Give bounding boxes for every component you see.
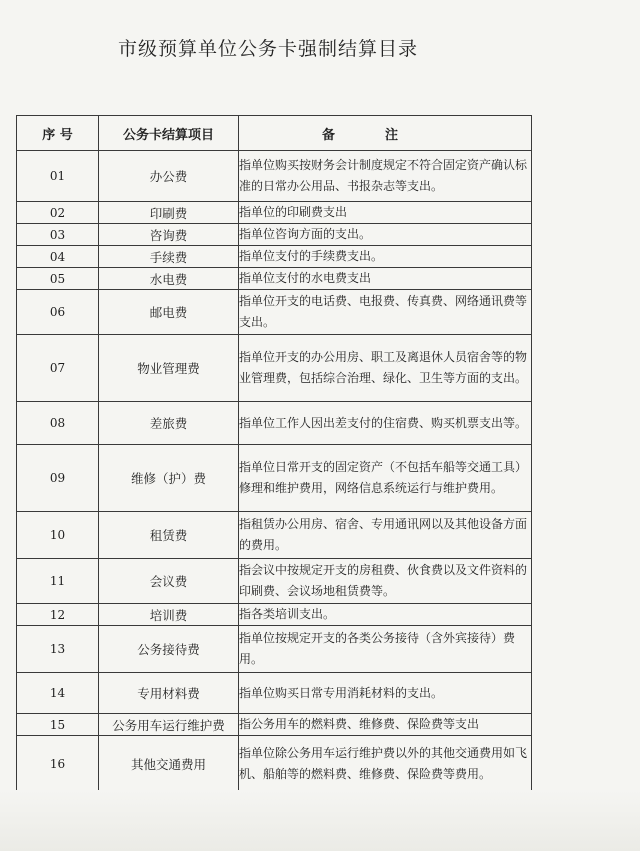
row-remark: 指单位购买日常专用消耗材料的支出。 — [239, 673, 532, 714]
table-row — [17, 224, 532, 246]
row-no: 01 — [17, 151, 99, 202]
row-no: 02 — [17, 202, 99, 224]
row-remark: 指租赁办公用房、宿舍、专用通讯网以及其他设备方面的费用。 — [239, 512, 532, 559]
row-item: 公务接待费 — [99, 626, 239, 673]
table-row — [17, 246, 532, 268]
table-row — [17, 268, 532, 290]
table-row — [17, 673, 532, 714]
scan-shadow — [0, 790, 640, 851]
row-no: 12 — [17, 604, 99, 626]
row-item: 会议费 — [99, 559, 239, 604]
row-remark: 指单位工作人因出差支付的住宿费、购买机票支出等。 — [239, 402, 532, 445]
table-row — [17, 290, 532, 335]
table-row — [17, 736, 532, 793]
row-item: 印刷费 — [99, 202, 239, 224]
header-remark: 备注 — [239, 116, 532, 151]
settlement-catalog-table — [16, 115, 532, 793]
row-no: 07 — [17, 335, 99, 402]
row-no: 10 — [17, 512, 99, 559]
row-remark: 指单位日常开支的固定资产（不包括车船等交通工具）修理和维护费用，网络信息系统运行与维护费用。 — [239, 445, 532, 512]
row-no: 06 — [17, 290, 99, 335]
row-remark: 指会议中按规定开支的房租费、伙食费以及文件资料的印刷费、会议场地租赁费等。 — [239, 559, 532, 604]
row-remark: 指单位开支的电话费、电报费、传真费、网络通讯费等支出。 — [239, 290, 532, 335]
row-item: 其他交通费用 — [99, 736, 239, 793]
table-row — [17, 512, 532, 559]
row-item: 公务用车运行维护费 — [99, 714, 239, 736]
row-no: 08 — [17, 402, 99, 445]
row-remark: 指单位按规定开支的各类公务接待（含外宾接待）费用。 — [239, 626, 532, 673]
row-remark: 指单位除公务用车运行维护费以外的其他交通费用如飞机、船舶等的燃料费、维修费、保险费等费用。 — [239, 736, 532, 793]
table-row — [17, 559, 532, 604]
row-remark: 指单位开支的办公用房、职工及离退休人员宿舍等的物业管理费，包括综合治理、绿化、卫生等方面的支出。 — [239, 335, 532, 402]
row-item: 维修（护）费 — [99, 445, 239, 512]
table-row — [17, 626, 532, 673]
row-remark: 指单位支付的水电费支出 — [239, 268, 532, 290]
table-row — [17, 151, 532, 202]
row-no: 15 — [17, 714, 99, 736]
row-remark: 指公务用车的燃料费、维修费、保险费等支出 — [239, 714, 532, 736]
row-remark: 指单位的印刷费支出 — [239, 202, 532, 224]
row-remark: 指单位支付的手续费支出。 — [239, 246, 532, 268]
row-no: 13 — [17, 626, 99, 673]
row-item: 办公费 — [99, 151, 239, 202]
row-item: 培训费 — [99, 604, 239, 626]
row-item: 差旅费 — [99, 402, 239, 445]
row-no: 16 — [17, 736, 99, 793]
document-title: 市级预算单位公务卡强制结算目录 — [118, 38, 419, 60]
row-no: 11 — [17, 559, 99, 604]
row-remark: 指单位咨询方面的支出。 — [239, 224, 532, 246]
table-row — [17, 202, 532, 224]
row-no: 09 — [17, 445, 99, 512]
table-row — [17, 402, 532, 445]
header-no: 序 号 — [17, 116, 99, 151]
row-no: 03 — [17, 224, 99, 246]
row-item: 手续费 — [99, 246, 239, 268]
row-item: 水电费 — [99, 268, 239, 290]
row-item: 邮电费 — [99, 290, 239, 335]
table-row — [17, 604, 532, 626]
row-remark: 指各类培训支出。 — [239, 604, 532, 626]
row-no: 05 — [17, 268, 99, 290]
row-remark: 指单位购买按财务会计制度规定不符合固定资产确认标准的日常办公用品、书报杂志等支出。 — [239, 151, 532, 202]
row-item: 物业管理费 — [99, 335, 239, 402]
row-item: 专用材料费 — [99, 673, 239, 714]
header-item: 公务卡结算项目 — [99, 116, 239, 151]
row-no: 14 — [17, 673, 99, 714]
row-no: 04 — [17, 246, 99, 268]
table-row — [17, 335, 532, 402]
table-row — [17, 714, 532, 736]
row-item: 咨询费 — [99, 224, 239, 246]
table-header-row — [17, 116, 532, 151]
row-item: 租赁费 — [99, 512, 239, 559]
table-row — [17, 445, 532, 512]
